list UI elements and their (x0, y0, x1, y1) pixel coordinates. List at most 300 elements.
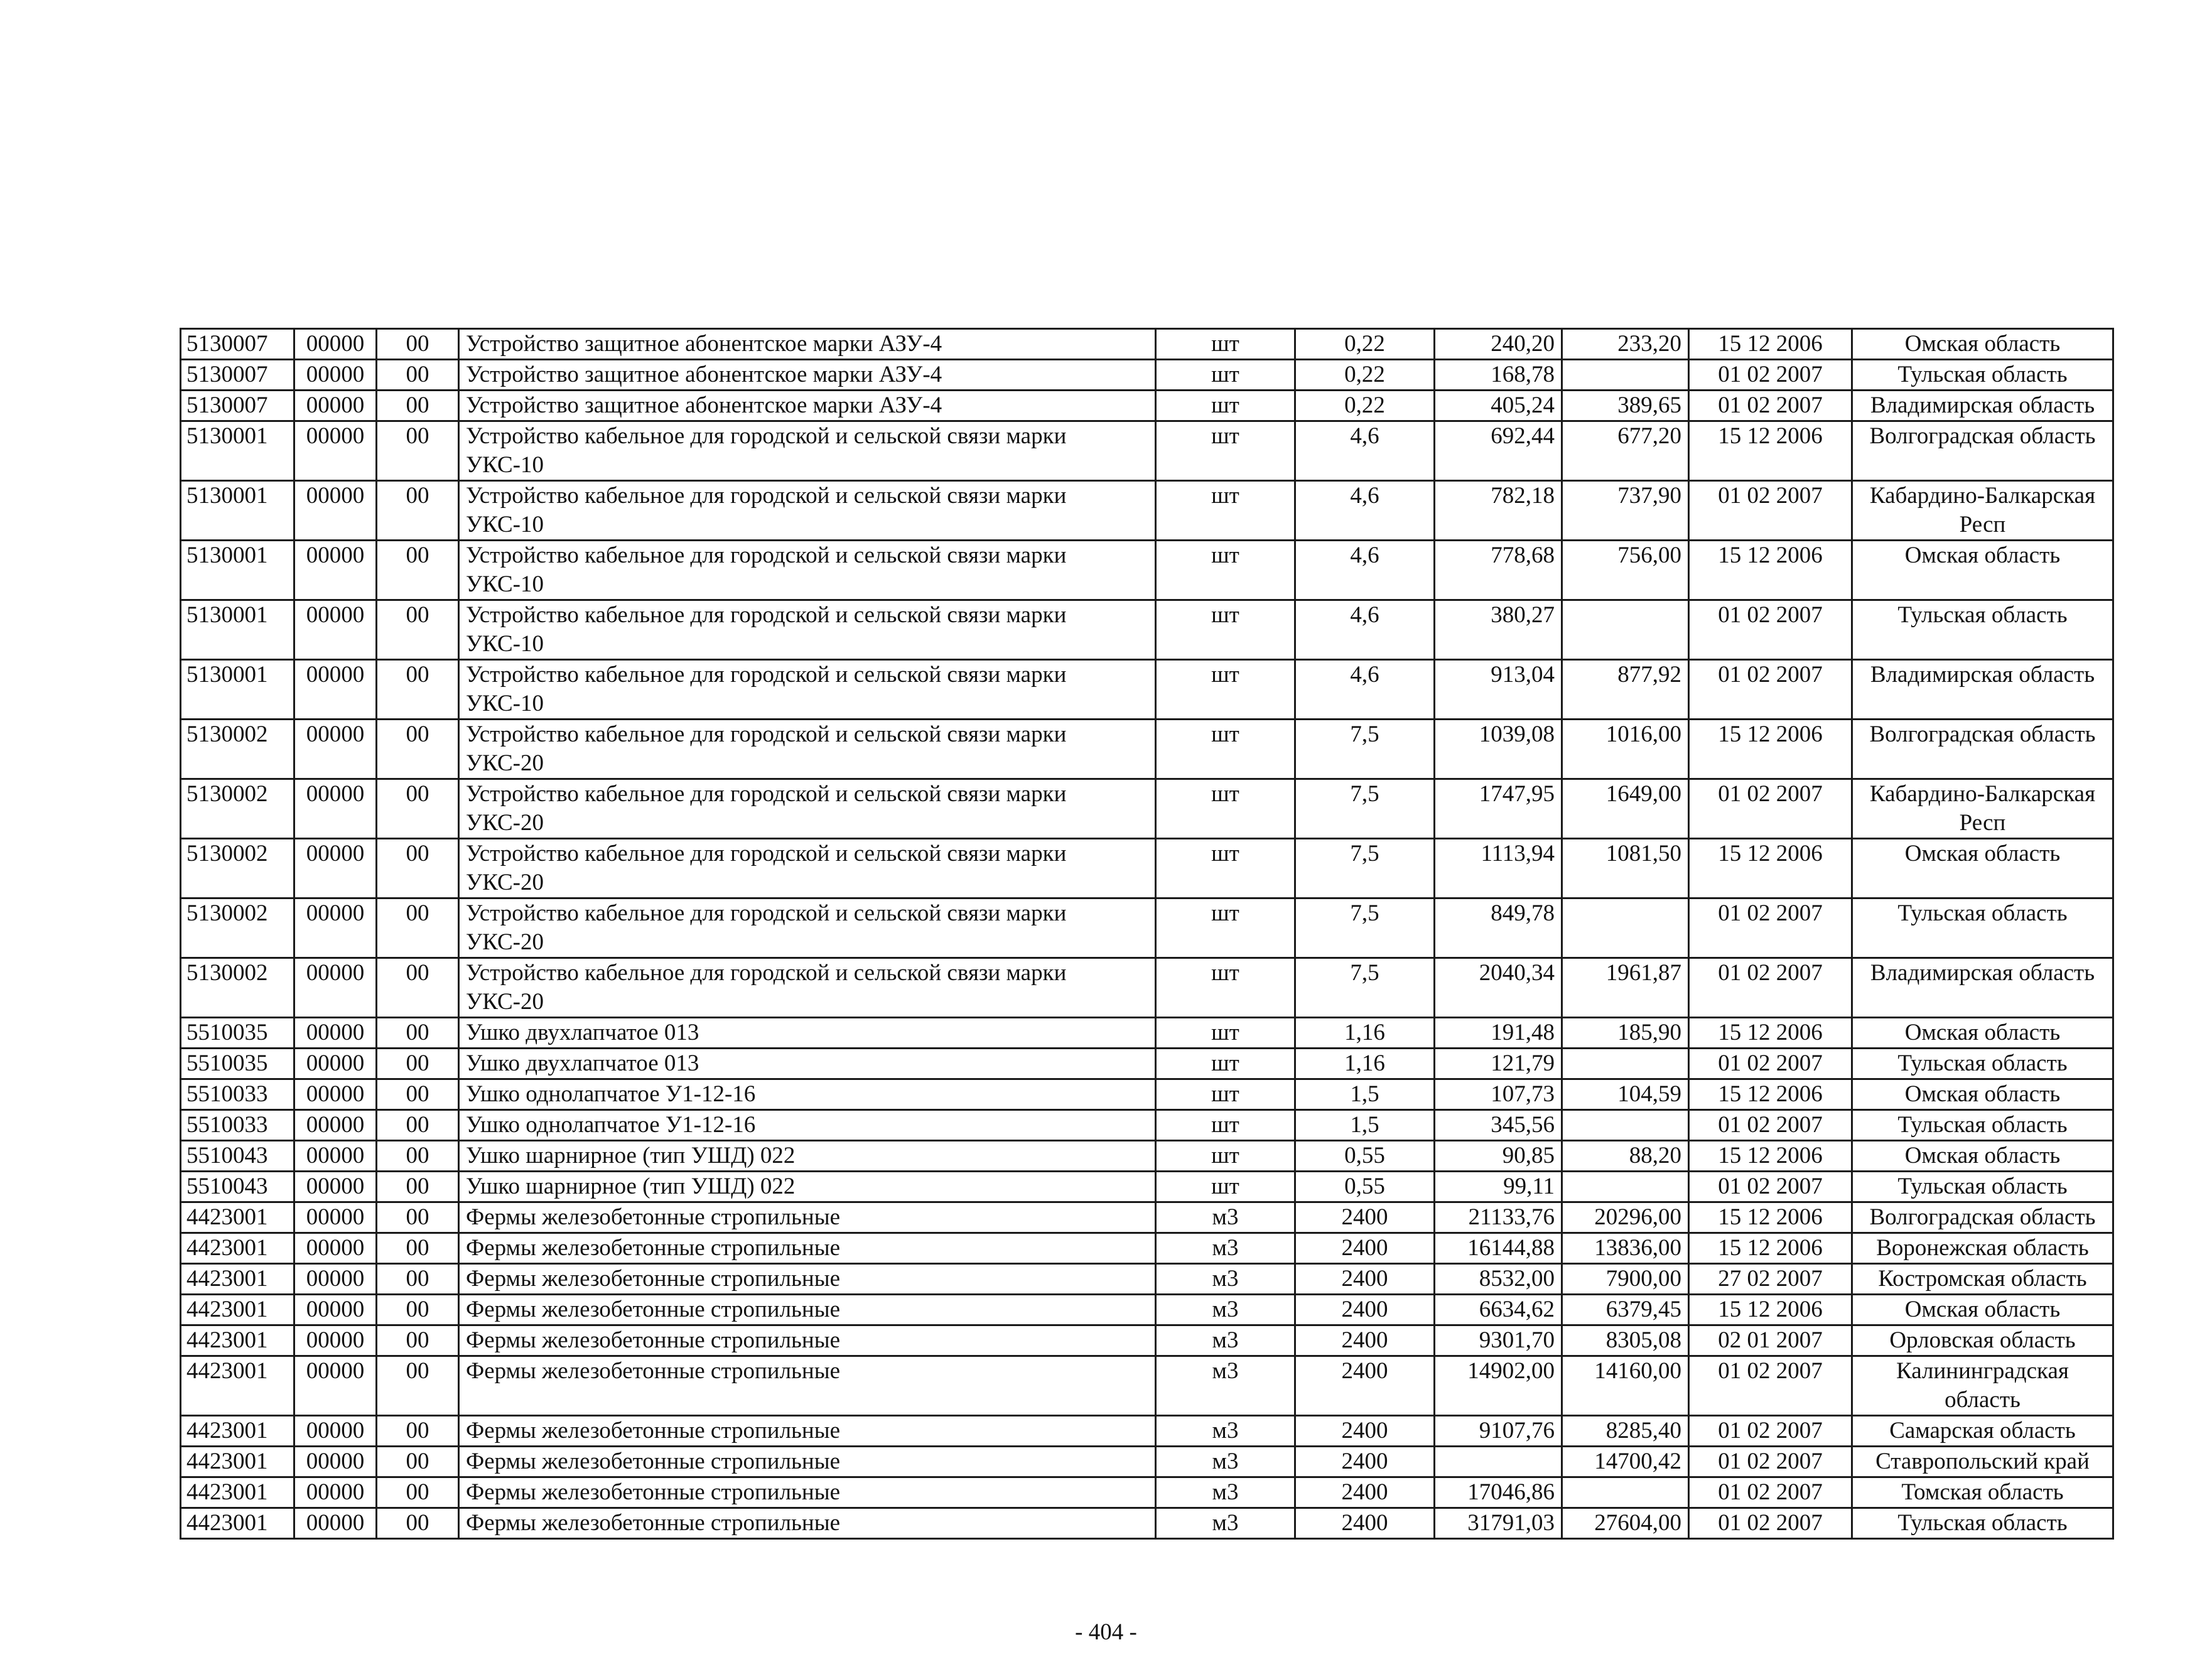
cell-code: 4423001 (181, 1416, 294, 1447)
table-row (181, 1508, 2113, 1539)
cell-unit: шт (1156, 1110, 1295, 1141)
cell-date: 15 12 2006 (1689, 1079, 1852, 1110)
cell-subcode: 00000 (294, 1416, 377, 1447)
cell-unit: шт (1156, 958, 1295, 1018)
cell-price-with-vat: 21133,76 (1435, 1202, 1562, 1233)
cell-price-with-vat: 380,27 (1435, 600, 1562, 660)
cell-name: Ушко однолапчатое У1-12-16 (459, 1110, 1156, 1141)
cell-weight: 0,55 (1295, 1172, 1435, 1202)
cell-name: Устройство кабельное для городской и сельской связи марки УКС-20 (459, 720, 1156, 779)
cell-price-with-vat: 107,73 (1435, 1079, 1562, 1110)
cell-weight: 0,22 (1295, 360, 1435, 391)
table-row (181, 898, 2113, 958)
cell-date: 01 02 2007 (1689, 481, 1852, 541)
cell-region: Тульская область (1852, 360, 2113, 391)
cell-class: 00 (377, 1508, 459, 1539)
cell-price-with-vat: 191,48 (1435, 1018, 1562, 1049)
cell-subcode: 00000 (294, 1079, 377, 1110)
cell-class: 00 (377, 1264, 459, 1295)
cell-region: Тульская область (1852, 1508, 2113, 1539)
cell-weight: 2400 (1295, 1356, 1435, 1416)
cell-class: 00 (377, 720, 459, 779)
cell-date: 01 02 2007 (1689, 391, 1852, 421)
cell-date: 01 02 2007 (1689, 360, 1852, 391)
table-row (181, 1447, 2113, 1477)
cell-code: 5130001 (181, 541, 294, 600)
cell-unit: шт (1156, 720, 1295, 779)
cell-subcode: 00000 (294, 839, 377, 898)
cell-weight: 4,6 (1295, 660, 1435, 720)
cell-region: Омская область (1852, 1295, 2113, 1325)
cell-price-with-vat: 6634,62 (1435, 1295, 1562, 1325)
cell-price-with-vat: 9107,76 (1435, 1416, 1562, 1447)
cell-price-with-vat: 31791,03 (1435, 1508, 1562, 1539)
cell-code: 5510035 (181, 1049, 294, 1079)
cell-weight: 2400 (1295, 1264, 1435, 1295)
cell-name: Устройство защитное абонентское марки АЗУ-4 (459, 391, 1156, 421)
cell-price-with-vat (1435, 1447, 1562, 1477)
cell-region: Костромская область (1852, 1264, 2113, 1295)
cell-class: 00 (377, 1141, 459, 1172)
cell-date: 01 02 2007 (1689, 1049, 1852, 1079)
cell-subcode: 00000 (294, 1172, 377, 1202)
cell-unit: шт (1156, 1172, 1295, 1202)
cell-subcode: 00000 (294, 1356, 377, 1416)
cell-price-without-vat: 8285,40 (1562, 1416, 1689, 1447)
cell-name: Фермы железобетонные стропильные (459, 1508, 1156, 1539)
table-row (181, 1477, 2113, 1508)
cell-code: 5510033 (181, 1079, 294, 1110)
cell-name: Устройство кабельное для городской и сельской связи марки УКС-20 (459, 898, 1156, 958)
cell-price-with-vat: 240,20 (1435, 329, 1562, 360)
cell-weight: 2400 (1295, 1477, 1435, 1508)
cell-class: 00 (377, 1325, 459, 1356)
cell-class: 00 (377, 1172, 459, 1202)
cell-date: 15 12 2006 (1689, 421, 1852, 481)
table-row (181, 1018, 2113, 1049)
cell-subcode: 00000 (294, 1049, 377, 1079)
cell-name: Устройство кабельное для городской и сельской связи марки УКС-20 (459, 958, 1156, 1018)
cell-unit: шт (1156, 421, 1295, 481)
cell-code: 5130007 (181, 391, 294, 421)
cell-class: 00 (377, 360, 459, 391)
cell-name: Устройство кабельное для городской и сельской связи марки УКС-10 (459, 541, 1156, 600)
table-row (181, 1416, 2113, 1447)
table-row (181, 1202, 2113, 1233)
cell-weight: 2400 (1295, 1447, 1435, 1477)
cell-code: 5130007 (181, 329, 294, 360)
cell-unit: шт (1156, 1141, 1295, 1172)
cell-price-with-vat: 8532,00 (1435, 1264, 1562, 1295)
cell-region: Томская область (1852, 1477, 2113, 1508)
cell-price-with-vat: 17046,86 (1435, 1477, 1562, 1508)
cell-date: 02 01 2007 (1689, 1325, 1852, 1356)
cell-unit: м3 (1156, 1295, 1295, 1325)
cell-weight: 2400 (1295, 1233, 1435, 1264)
cell-subcode: 00000 (294, 1477, 377, 1508)
cell-code: 4423001 (181, 1477, 294, 1508)
cell-name: Устройство кабельное для городской и сельской связи марки УКС-10 (459, 660, 1156, 720)
cell-subcode: 00000 (294, 1233, 377, 1264)
cell-weight: 1,5 (1295, 1079, 1435, 1110)
cell-class: 00 (377, 329, 459, 360)
cell-region: Тульская область (1852, 600, 2113, 660)
cell-unit: шт (1156, 1018, 1295, 1049)
cell-date: 15 12 2006 (1689, 1202, 1852, 1233)
cell-name: Фермы железобетонные стропильные (459, 1233, 1156, 1264)
cell-class: 00 (377, 1079, 459, 1110)
cell-subcode: 00000 (294, 1264, 377, 1295)
cell-region: Калининградская область (1852, 1356, 2113, 1416)
cell-code: 5130002 (181, 839, 294, 898)
cell-class: 00 (377, 898, 459, 958)
table-body (181, 329, 2113, 1539)
cell-weight: 7,5 (1295, 839, 1435, 898)
cell-class: 00 (377, 600, 459, 660)
table-row (181, 541, 2113, 600)
cell-subcode: 00000 (294, 1508, 377, 1539)
page-number: - 404 - (1075, 1619, 1137, 1645)
cell-code: 5130002 (181, 958, 294, 1018)
table-row (181, 839, 2113, 898)
cell-region: Владимирская область (1852, 660, 2113, 720)
cell-name: Устройство защитное абонентское марки АЗУ-4 (459, 360, 1156, 391)
cell-unit: шт (1156, 600, 1295, 660)
cell-date: 01 02 2007 (1689, 1508, 1852, 1539)
cell-unit: шт (1156, 360, 1295, 391)
cell-weight: 7,5 (1295, 898, 1435, 958)
cell-subcode: 00000 (294, 421, 377, 481)
table-row (181, 1325, 2113, 1356)
cell-code: 5130001 (181, 660, 294, 720)
cell-weight: 2400 (1295, 1202, 1435, 1233)
cell-region: Омская область (1852, 839, 2113, 898)
cell-price-with-vat: 345,56 (1435, 1110, 1562, 1141)
cell-code: 5130001 (181, 600, 294, 660)
cell-class: 00 (377, 421, 459, 481)
cell-date: 01 02 2007 (1689, 898, 1852, 958)
cell-price-without-vat: 88,20 (1562, 1141, 1689, 1172)
cell-date: 01 02 2007 (1689, 958, 1852, 1018)
cell-unit: шт (1156, 391, 1295, 421)
cell-unit: шт (1156, 1049, 1295, 1079)
cell-class: 00 (377, 1110, 459, 1141)
cell-price-without-vat (1562, 600, 1689, 660)
cell-class: 00 (377, 1295, 459, 1325)
cell-price-with-vat: 9301,70 (1435, 1325, 1562, 1356)
cell-code: 4423001 (181, 1508, 294, 1539)
cell-date: 15 12 2006 (1689, 1141, 1852, 1172)
table-row (181, 1295, 2113, 1325)
cell-subcode: 00000 (294, 360, 377, 391)
cell-code: 4423001 (181, 1233, 294, 1264)
cell-price-without-vat: 1649,00 (1562, 779, 1689, 839)
cell-name: Устройство кабельное для городской и сельской связи марки УКС-10 (459, 421, 1156, 481)
cell-unit: м3 (1156, 1356, 1295, 1416)
cell-weight: 4,6 (1295, 421, 1435, 481)
cell-weight: 0,22 (1295, 391, 1435, 421)
cell-region: Волгоградская область (1852, 720, 2113, 779)
table-row (181, 779, 2113, 839)
cell-price-with-vat: 1747,95 (1435, 779, 1562, 839)
cell-code: 5130007 (181, 360, 294, 391)
cell-unit: м3 (1156, 1202, 1295, 1233)
cell-name: Фермы железобетонные стропильные (459, 1356, 1156, 1416)
cell-price-without-vat: 104,59 (1562, 1079, 1689, 1110)
cell-region: Омская область (1852, 1018, 2113, 1049)
cell-date: 15 12 2006 (1689, 1295, 1852, 1325)
cell-unit: м3 (1156, 1416, 1295, 1447)
cell-unit: м3 (1156, 1508, 1295, 1539)
cell-class: 00 (377, 839, 459, 898)
cell-price-without-vat: 1016,00 (1562, 720, 1689, 779)
cell-class: 00 (377, 1356, 459, 1416)
cell-subcode: 00000 (294, 1325, 377, 1356)
cell-class: 00 (377, 1049, 459, 1079)
cell-date: 01 02 2007 (1689, 600, 1852, 660)
cell-unit: м3 (1156, 1325, 1295, 1356)
cell-weight: 1,16 (1295, 1049, 1435, 1079)
cell-price-without-vat: 8305,08 (1562, 1325, 1689, 1356)
cell-subcode: 00000 (294, 1018, 377, 1049)
cell-name: Фермы железобетонные стропильные (459, 1325, 1156, 1356)
cell-unit: шт (1156, 481, 1295, 541)
table-row (181, 329, 2113, 360)
cell-subcode: 00000 (294, 1447, 377, 1477)
cell-date: 27 02 2007 (1689, 1264, 1852, 1295)
table-row (181, 1079, 2113, 1110)
cell-date: 15 12 2006 (1689, 329, 1852, 360)
cell-date: 01 02 2007 (1689, 1477, 1852, 1508)
cell-price-with-vat: 99,11 (1435, 1172, 1562, 1202)
cell-weight: 2400 (1295, 1295, 1435, 1325)
cell-subcode: 00000 (294, 898, 377, 958)
cell-code: 4423001 (181, 1202, 294, 1233)
cell-price-with-vat: 1113,94 (1435, 839, 1562, 898)
cell-region: Ставропольский край (1852, 1447, 2113, 1477)
cell-subcode: 00000 (294, 1110, 377, 1141)
cell-date: 01 02 2007 (1689, 1416, 1852, 1447)
cell-subcode: 00000 (294, 779, 377, 839)
cell-name: Устройство кабельное для городской и сельской связи марки УКС-20 (459, 779, 1156, 839)
cell-region: Самарская область (1852, 1416, 2113, 1447)
cell-code: 5510035 (181, 1018, 294, 1049)
cell-weight: 7,5 (1295, 958, 1435, 1018)
table-row (181, 720, 2113, 779)
cell-subcode: 00000 (294, 660, 377, 720)
cell-price-with-vat: 90,85 (1435, 1141, 1562, 1172)
table-row (181, 660, 2113, 720)
cell-weight: 4,6 (1295, 541, 1435, 600)
cell-price-with-vat: 168,78 (1435, 360, 1562, 391)
cell-weight: 0,55 (1295, 1141, 1435, 1172)
cell-unit: шт (1156, 898, 1295, 958)
cell-subcode: 00000 (294, 1202, 377, 1233)
cell-price-with-vat: 2040,34 (1435, 958, 1562, 1018)
cell-unit: шт (1156, 1079, 1295, 1110)
cell-subcode: 00000 (294, 600, 377, 660)
cell-name: Фермы железобетонные стропильные (459, 1477, 1156, 1508)
cell-region: Тульская область (1852, 1172, 2113, 1202)
cell-price-without-vat (1562, 898, 1689, 958)
cell-class: 00 (377, 1018, 459, 1049)
table-row (181, 1049, 2113, 1079)
cell-price-with-vat: 913,04 (1435, 660, 1562, 720)
cell-price-without-vat: 1081,50 (1562, 839, 1689, 898)
cell-unit: шт (1156, 541, 1295, 600)
cell-price-with-vat: 14902,00 (1435, 1356, 1562, 1416)
cell-class: 00 (377, 1416, 459, 1447)
cell-unit: м3 (1156, 1447, 1295, 1477)
table-row (181, 481, 2113, 541)
cell-date: 01 02 2007 (1689, 1447, 1852, 1477)
cell-name: Фермы железобетонные стропильные (459, 1202, 1156, 1233)
cell-date: 01 02 2007 (1689, 1110, 1852, 1141)
cell-date: 01 02 2007 (1689, 779, 1852, 839)
cell-code: 5130001 (181, 481, 294, 541)
cell-region: Владимирская область (1852, 391, 2113, 421)
cell-name: Устройство кабельное для городской и сельской связи марки УКС-10 (459, 481, 1156, 541)
cell-price-without-vat: 737,90 (1562, 481, 1689, 541)
cell-weight: 4,6 (1295, 600, 1435, 660)
cell-name: Устройство защитное абонентское марки АЗУ-4 (459, 329, 1156, 360)
cell-subcode: 00000 (294, 541, 377, 600)
cell-region: Омская область (1852, 1141, 2113, 1172)
cell-class: 00 (377, 1233, 459, 1264)
cell-weight: 2400 (1295, 1508, 1435, 1539)
cell-code: 4423001 (181, 1447, 294, 1477)
cell-region: Воронежская область (1852, 1233, 2113, 1264)
cell-subcode: 00000 (294, 329, 377, 360)
cell-class: 00 (377, 958, 459, 1018)
cell-name: Ушко шарнирное (тип УШД) 022 (459, 1141, 1156, 1172)
cell-date: 01 02 2007 (1689, 1356, 1852, 1416)
cell-date: 01 02 2007 (1689, 1172, 1852, 1202)
table-row (181, 1110, 2113, 1141)
cell-price-with-vat: 849,78 (1435, 898, 1562, 958)
cell-unit: шт (1156, 660, 1295, 720)
cell-name: Фермы железобетонные стропильные (459, 1416, 1156, 1447)
cell-region: Тульская область (1852, 1110, 2113, 1141)
cell-region: Орловская область (1852, 1325, 2113, 1356)
cell-subcode: 00000 (294, 1295, 377, 1325)
cell-region: Омская область (1852, 541, 2113, 600)
cell-price-without-vat: 6379,45 (1562, 1295, 1689, 1325)
cell-class: 00 (377, 1202, 459, 1233)
cell-class: 00 (377, 391, 459, 421)
cell-region: Волгоградская область (1852, 421, 2113, 481)
cell-weight: 7,5 (1295, 720, 1435, 779)
cell-name: Устройство кабельное для городской и сельской связи марки УКС-20 (459, 839, 1156, 898)
cell-price-without-vat: 233,20 (1562, 329, 1689, 360)
cell-region: Тульская область (1852, 1049, 2113, 1079)
cell-unit: м3 (1156, 1233, 1295, 1264)
cell-name: Ушко двухлапчатое 013 (459, 1018, 1156, 1049)
cell-date: 15 12 2006 (1689, 839, 1852, 898)
cell-class: 00 (377, 660, 459, 720)
table-row (181, 958, 2113, 1018)
cell-price-without-vat: 389,65 (1562, 391, 1689, 421)
cell-name: Устройство кабельное для городской и сельской связи марки УКС-10 (459, 600, 1156, 660)
cell-weight: 0,22 (1295, 329, 1435, 360)
table-row (181, 600, 2113, 660)
cell-code: 5510043 (181, 1141, 294, 1172)
cell-name: Ушко шарнирное (тип УШД) 022 (459, 1172, 1156, 1202)
cell-subcode: 00000 (294, 958, 377, 1018)
cell-class: 00 (377, 779, 459, 839)
cell-region: Волгоградская область (1852, 1202, 2113, 1233)
cell-price-with-vat: 16144,88 (1435, 1233, 1562, 1264)
cell-weight: 4,6 (1295, 481, 1435, 541)
cell-price-without-vat: 14160,00 (1562, 1356, 1689, 1416)
cell-region: Омская область (1852, 1079, 2113, 1110)
cell-code: 5510043 (181, 1172, 294, 1202)
cell-name: Ушко двухлапчатое 013 (459, 1049, 1156, 1079)
cell-code: 4423001 (181, 1264, 294, 1295)
cell-name: Фермы железобетонные стропильные (459, 1264, 1156, 1295)
cell-price-without-vat: 13836,00 (1562, 1233, 1689, 1264)
table-row (181, 1356, 2113, 1416)
table-row (181, 1141, 2113, 1172)
cell-name: Фермы железобетонные стропильные (459, 1295, 1156, 1325)
cell-date: 01 02 2007 (1689, 660, 1852, 720)
cell-weight: 1,5 (1295, 1110, 1435, 1141)
cell-weight: 7,5 (1295, 779, 1435, 839)
cell-code: 5510033 (181, 1110, 294, 1141)
cell-price-with-vat: 121,79 (1435, 1049, 1562, 1079)
cell-code: 5130002 (181, 898, 294, 958)
cell-price-without-vat: 14700,42 (1562, 1447, 1689, 1477)
cell-price-with-vat: 1039,08 (1435, 720, 1562, 779)
cell-price-without-vat: 20296,00 (1562, 1202, 1689, 1233)
table-row (181, 1172, 2113, 1202)
cell-price-without-vat: 877,92 (1562, 660, 1689, 720)
cell-code: 5130002 (181, 779, 294, 839)
cell-price-without-vat: 756,00 (1562, 541, 1689, 600)
cell-price-without-vat: 185,90 (1562, 1018, 1689, 1049)
cell-unit: шт (1156, 839, 1295, 898)
cell-code: 4423001 (181, 1325, 294, 1356)
cell-unit: м3 (1156, 1477, 1295, 1508)
table-row (181, 1264, 2113, 1295)
cell-price-with-vat: 692,44 (1435, 421, 1562, 481)
cell-region: Тульская область (1852, 898, 2113, 958)
table-row (181, 391, 2113, 421)
cell-date: 15 12 2006 (1689, 541, 1852, 600)
cell-name: Ушко однолапчатое У1-12-16 (459, 1079, 1156, 1110)
cell-price-without-vat: 7900,00 (1562, 1264, 1689, 1295)
cell-subcode: 00000 (294, 720, 377, 779)
cell-price-without-vat (1562, 360, 1689, 391)
price-table (180, 328, 2114, 1540)
cell-price-without-vat (1562, 1049, 1689, 1079)
cell-name: Фермы железобетонные стропильные (459, 1447, 1156, 1477)
cell-class: 00 (377, 1477, 459, 1508)
cell-region: Омская область (1852, 329, 2113, 360)
cell-code: 5130002 (181, 720, 294, 779)
table-row (181, 1233, 2113, 1264)
cell-price-without-vat: 1961,87 (1562, 958, 1689, 1018)
cell-class: 00 (377, 481, 459, 541)
cell-subcode: 00000 (294, 1141, 377, 1172)
cell-price-without-vat: 27604,00 (1562, 1508, 1689, 1539)
cell-weight: 2400 (1295, 1416, 1435, 1447)
cell-code: 4423001 (181, 1295, 294, 1325)
cell-code: 4423001 (181, 1356, 294, 1416)
cell-price-without-vat (1562, 1110, 1689, 1141)
cell-unit: шт (1156, 329, 1295, 360)
table-row (181, 421, 2113, 481)
